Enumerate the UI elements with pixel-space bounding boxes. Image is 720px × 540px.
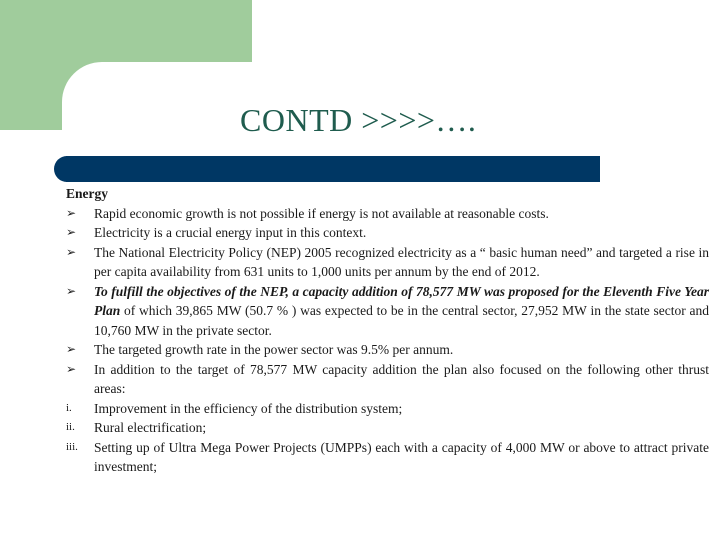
numbered-marker: iii. <box>66 440 78 453</box>
bullet-item <box>66 282 709 341</box>
bullet-item <box>66 223 709 243</box>
bullet-item <box>66 340 709 360</box>
bullet-text: Rapid economic growth is not possible if energy is not available at reasonable costs. <box>94 205 549 221</box>
title-underline-bar <box>66 156 600 182</box>
slide-content <box>66 184 709 477</box>
numbered-marker: ii. <box>66 421 75 433</box>
section-heading: Energy <box>66 186 108 201</box>
bullet-text: The targeted growth rate in the power sector was 9.5% per annum. <box>94 342 454 357</box>
numbered-item <box>66 418 709 438</box>
arrow-bullet-icon: ➢ <box>66 342 77 356</box>
numbered-text: Improvement in the efficiency of the distribution system; <box>94 400 403 416</box>
arrow-bullet-icon: ➢ <box>66 225 77 239</box>
bullet-text: of which 39,865 MW (50.7 % ) was expected to be in the central sector, 27,952 MW in the state sector and 10,760 MW in the private sector. <box>94 303 709 338</box>
numbered-marker: i. <box>66 401 72 414</box>
arrow-bullet-icon: ➢ <box>66 244 77 259</box>
numbered-item <box>66 399 709 419</box>
numbered-text: Rural electrification; <box>94 420 207 435</box>
bullet-item <box>66 243 709 282</box>
numbered-text: Setting up of Ultra Mega Power Projects (UMPPs) each with a capacity of 4,000 MW or above to attract private investment; <box>94 439 709 474</box>
bullet-text: In addition to the target of 78,577 MW capacity addition the plan also focused on the following other thrust areas: <box>94 361 709 396</box>
arrow-bullet-icon: ➢ <box>66 205 77 220</box>
arrow-bullet-icon: ➢ <box>66 283 77 298</box>
arrow-bullet-icon: ➢ <box>66 361 77 376</box>
bullet-item <box>66 360 709 399</box>
bullet-item <box>66 204 709 224</box>
bullet-text: Electricity is a crucial energy input in this context. <box>94 225 367 240</box>
slide-title: CONTD >>>>…. <box>240 102 477 138</box>
bullet-emphasis-text: To fulfill the objectives of the NEP, a capacity addition of 78,577 MW was proposed for the Eleventh Five Year Plan <box>94 283 709 318</box>
bullet-text: The National Electricity Policy (NEP) 2005 recognized electricity as a “ basic human need” and targeted a rise in per capita availability from 631 units to 1,000 units per annum by the end of 2012. <box>94 244 709 279</box>
numbered-item <box>66 438 709 477</box>
